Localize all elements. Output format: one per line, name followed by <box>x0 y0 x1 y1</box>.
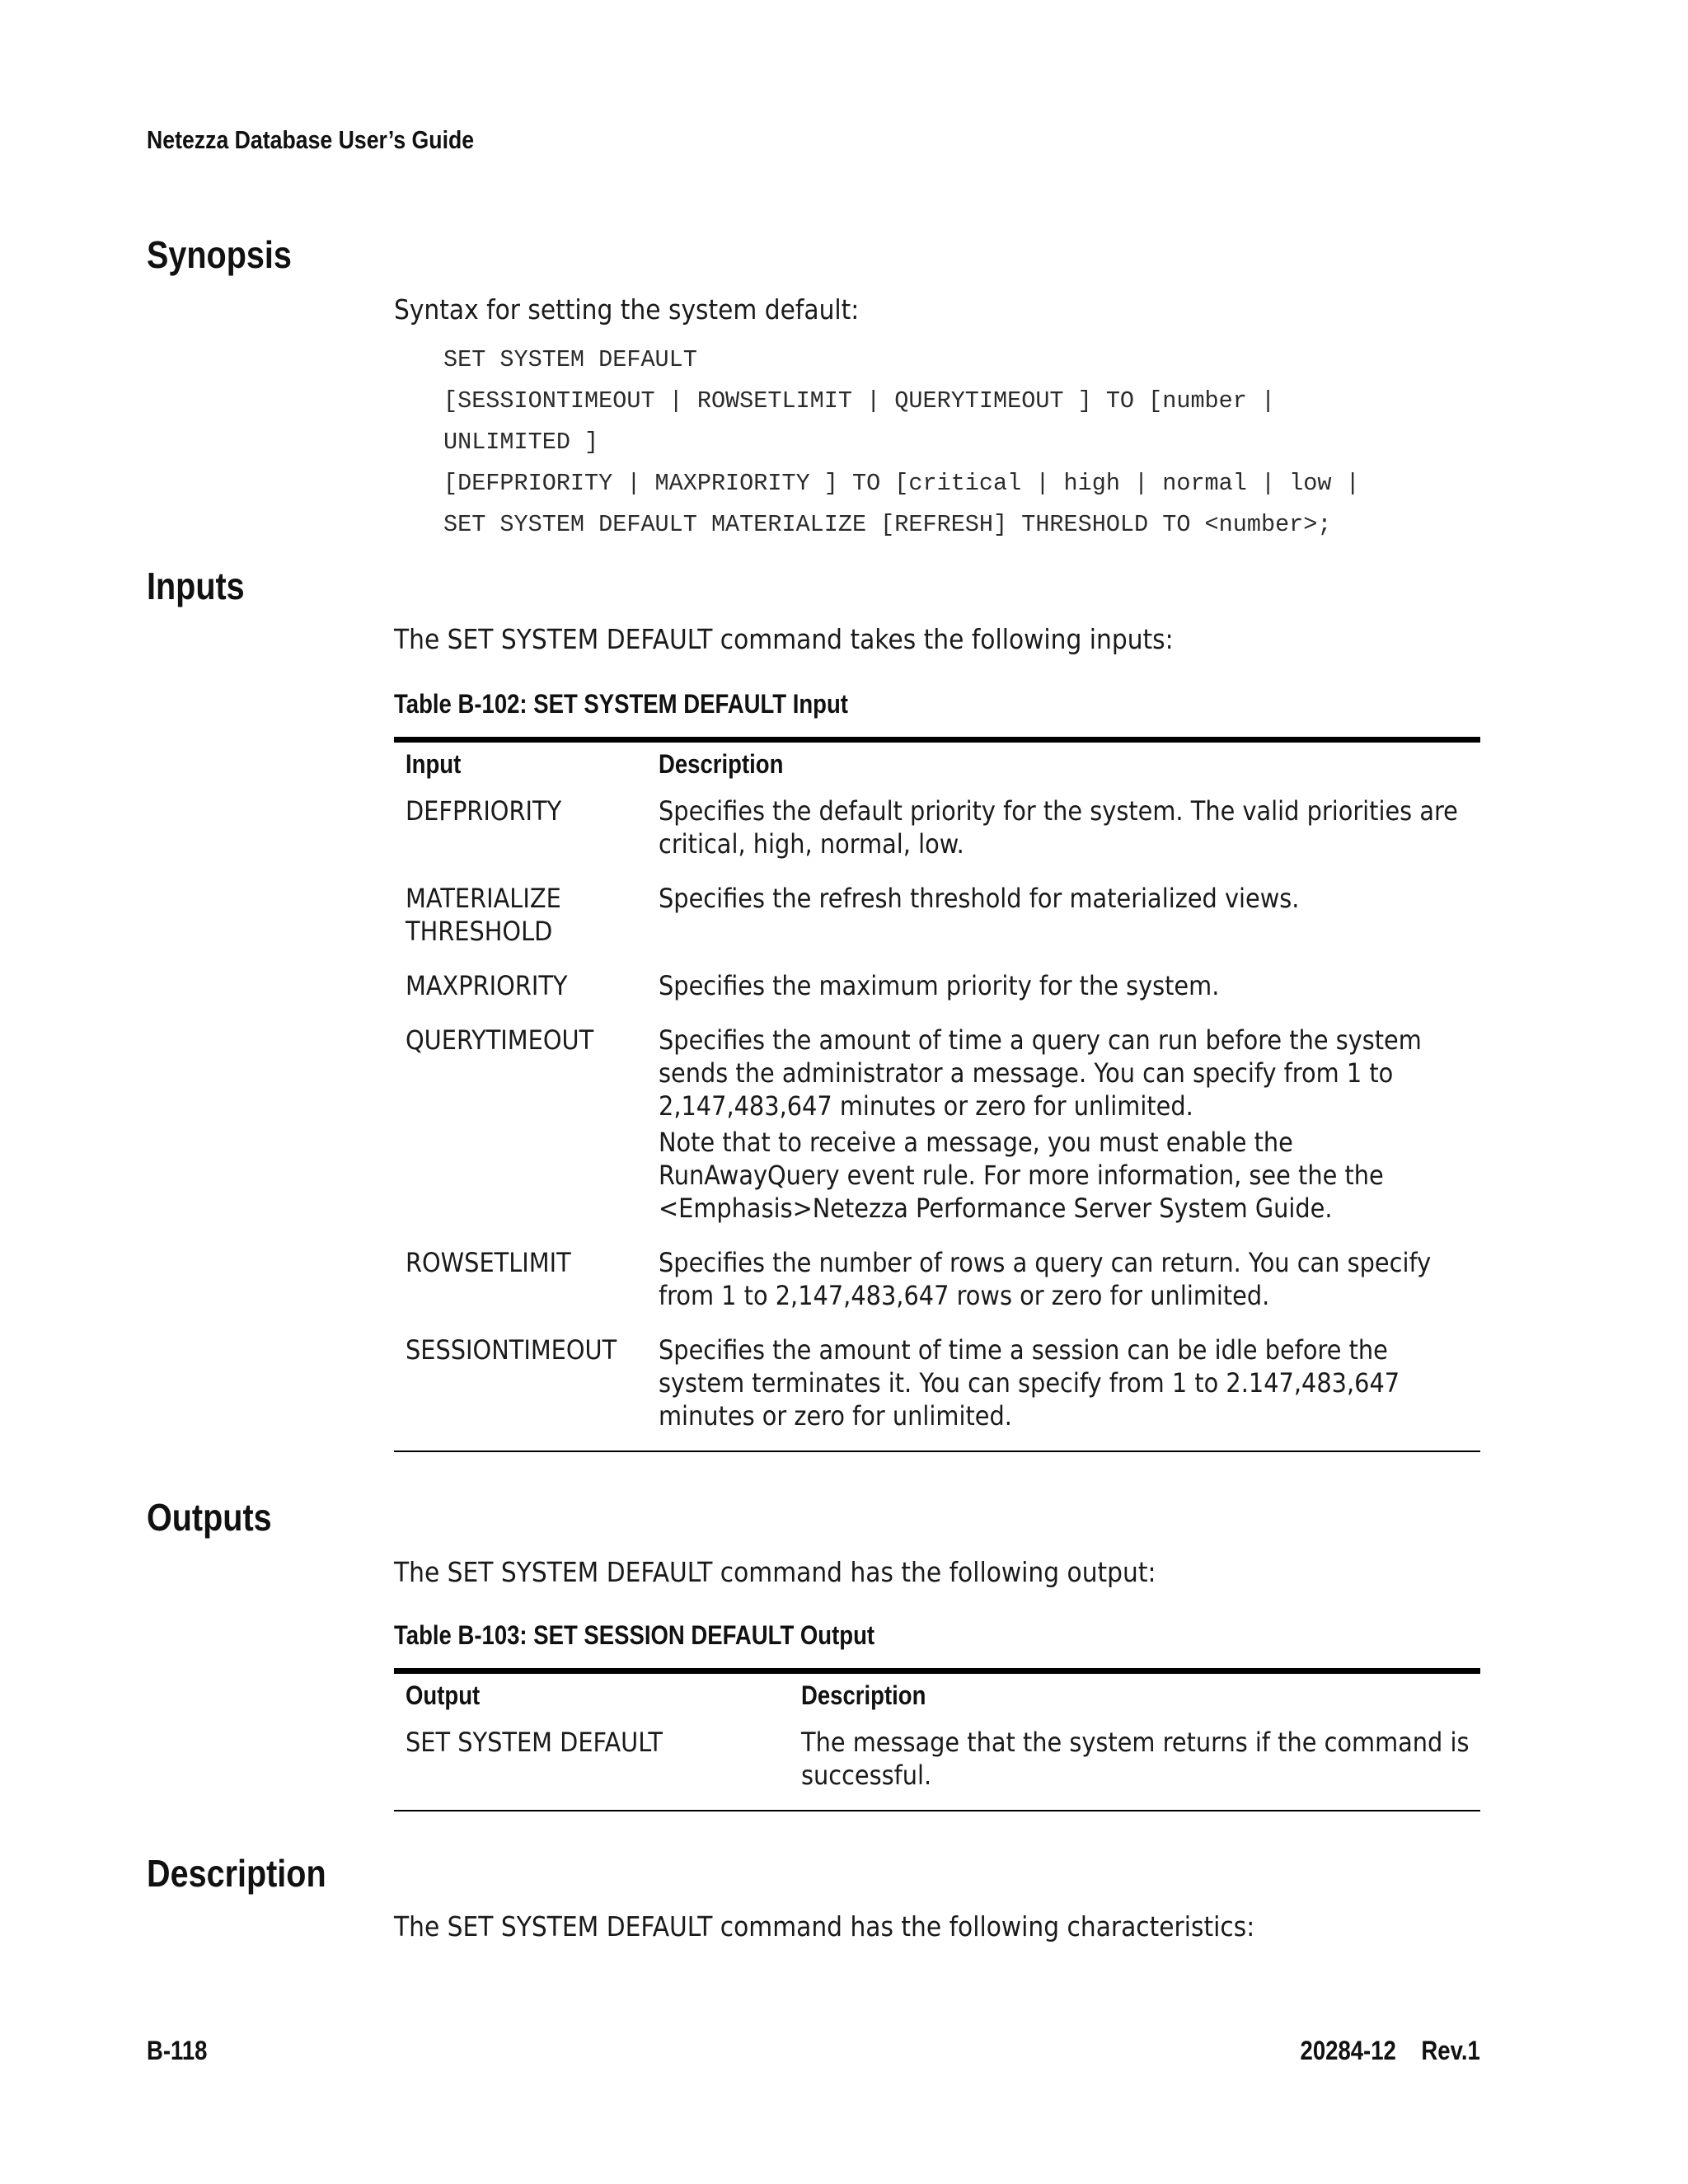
column-header-input: Input <box>406 749 462 779</box>
code-line: SET SYSTEM DEFAULT <box>443 346 697 373</box>
inputs-table-caption: Table B-102: SET SYSTEM DEFAULT Input <box>394 689 848 719</box>
code-line: [DEFPRIORITY | MAXPRIORITY ] TO [critical | high | normal | low | <box>443 470 1360 497</box>
input-description: Specifies the number of rows a query can return. You can specify from 1 to 2,147,483,647 rows or zero for unlimited. <box>658 1247 1431 1311</box>
input-name: DEFPRIORITY <box>406 795 562 827</box>
column-header-description: Description <box>801 1680 926 1710</box>
page-number: B-118 <box>147 2036 208 2065</box>
code-line: UNLIMITED ] <box>443 429 599 456</box>
synopsis-intro: Syntax for setting the system default: <box>394 293 860 326</box>
table-row <box>394 1330 1480 1451</box>
input-name: MATERIALIZE THRESHOLD <box>406 883 561 947</box>
code-line: SET SYSTEM DEFAULT MATERIALIZE [REFRESH] THRESHOLD TO <number>; <box>443 511 1332 538</box>
input-description: Specifies the maximum priority for the system. <box>658 970 1220 1001</box>
input-description: Specifies the amount of time a query can run before the system sends the administrator a message. You can specify from 1 to 2,147,483,647 minutes or zero for unlimited. Note that to receive a message, you must enable the RunAwayQuery event rule. For more information, see the the <Emphasis>Netezza Performance Server System Guide. <box>658 1024 1422 1224</box>
table-header-row <box>394 1671 1480 1723</box>
outputs-table <box>394 1668 1480 1811</box>
outputs-intro: The SET SYSTEM DEFAULT command has the following output: <box>394 1556 1156 1588</box>
output-description: The message that the system returns if the command is successful. <box>801 1727 1470 1791</box>
outputs-heading: Outputs <box>147 1496 272 1539</box>
table-header-row <box>394 740 1480 792</box>
inputs-intro: The SET SYSTEM DEFAULT command takes the following inputs: <box>394 623 1174 655</box>
document-id: 20284-12 Rev.1 <box>1300 2036 1480 2065</box>
output-name: SET SYSTEM DEFAULT <box>406 1727 663 1758</box>
table-row <box>394 879 1480 966</box>
column-header-output: Output <box>406 1680 481 1710</box>
table-row <box>394 1020 1480 1243</box>
description-intro: The SET SYSTEM DEFAULT command has the following characteristics: <box>394 1910 1255 1943</box>
input-description: Specifies the default priority for the system. The valid priorities are critical, high, normal, low. <box>658 795 1458 860</box>
input-description: Specifies the amount of time a session can be idle before the system terminates it. You can specify from 1 to 2.147,483,647 minutes or zero for unlimited. <box>658 1334 1400 1432</box>
inputs-heading: Inputs <box>147 565 245 607</box>
code-line: [SESSIONTIMEOUT | ROWSETLIMIT | QUERYTIMEOUT ] TO [number | <box>443 387 1276 415</box>
outputs-table-caption: Table B-103: SET SESSION DEFAULT Output <box>394 1620 875 1650</box>
table-row <box>394 966 1480 1020</box>
input-name: ROWSETLIMIT <box>406 1247 571 1278</box>
table-row <box>394 791 1480 879</box>
inputs-table <box>394 737 1480 1452</box>
description-heading: Description <box>147 1852 326 1895</box>
input-description: Specifies the refresh threshold for materialized views. <box>658 883 1300 914</box>
synopsis-heading: Synopsis <box>147 233 292 276</box>
input-name: MAXPRIORITY <box>406 970 568 1001</box>
input-name: QUERYTIMEOUT <box>406 1024 594 1056</box>
table-row <box>394 1243 1480 1330</box>
running-header: Netezza Database User’s Guide <box>147 125 475 154</box>
input-name: SESSIONTIMEOUT <box>406 1334 617 1366</box>
table-row <box>394 1722 1480 1811</box>
column-header-description: Description <box>658 749 784 779</box>
synopsis-code-block <box>443 340 1360 546</box>
